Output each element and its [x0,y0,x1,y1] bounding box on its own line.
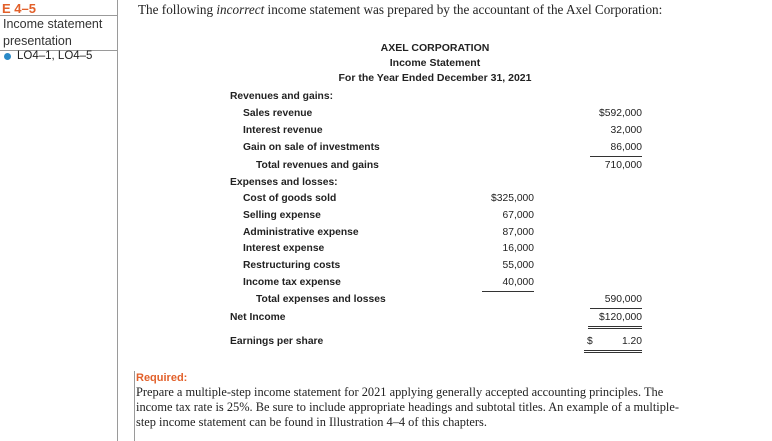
exercise-number: E 4–5 [2,1,36,16]
subtotal-rule [590,308,642,309]
double-rule-top [584,350,642,351]
company-name: AXEL CORPORATION [380,42,490,54]
double-rule-bottom [584,352,642,353]
total-revenues-label: Total revenues and gains [256,160,379,171]
exercise-title-line2: presentation [3,34,72,48]
required-divider [134,371,135,441]
expense-label: Selling expense [243,210,321,221]
subtotal-rule [590,156,642,157]
expense-amount: 40,000 [502,277,534,288]
revenues-heading: Revenues and gains: [230,91,333,102]
eps-currency: $ [587,336,593,347]
expense-label: Administrative expense [243,227,359,238]
expenses-heading: Expenses and losses: [230,177,338,188]
eps-label: Earnings per share [230,336,324,347]
double-rule-bottom [588,328,642,329]
expense-label: Cost of goods sold [243,193,337,204]
learning-objectives-text: LO4–1, LO4–5 [17,50,93,62]
intro-italic: incorrect [216,2,265,17]
expense-amount: 16,000 [502,243,534,254]
revenue-amount: 32,000 [610,125,642,136]
expense-label: Income tax expense [243,277,341,288]
revenue-label: Sales revenue [243,108,313,119]
net-income-amount: $120,000 [599,312,642,323]
intro-before: The following [138,2,217,17]
total-revenues-amount: 710,000 [604,160,642,171]
expense-amount: $325,000 [491,193,534,204]
revenue-amount: 86,000 [610,142,642,153]
total-expenses-amount: 590,000 [604,294,642,305]
revenue-label: Interest revenue [243,125,323,136]
intro-after: income statement was prepared by the accountant of the Axel Corporation: [264,2,663,17]
exercise-title-line1: Income statement [3,17,103,31]
revenue-label: Gain on sale of investments [243,142,380,153]
expense-label: Restructuring costs [243,260,341,271]
double-rule-top [588,326,642,327]
statement-title: Income Statement [389,57,481,69]
statement-period: For the Year Ended December 31, 2021 [338,72,532,84]
subtotal-rule [482,291,534,292]
required-text: Prepare a multiple-step income statement for 2021 applying generally accepted accounting principles. The income tax rate is 25%. Be sure to include appropriate headings and subtotal titles. An example of a multiple-step income statement can be found in Illustration 4–4 of this chapters. [136,385,679,429]
expense-amount: 87,000 [502,227,534,238]
expense-amount: 55,000 [502,260,534,271]
total-expenses-label: Total expenses and losses [256,294,386,305]
required-heading: Required: [136,372,188,384]
eps-amount: 1.20 [621,336,642,347]
net-income-label: Net Income [230,312,286,323]
revenue-amount: $592,000 [599,108,642,119]
expense-amount: 67,000 [502,210,534,221]
expense-label: Interest expense [243,243,325,254]
